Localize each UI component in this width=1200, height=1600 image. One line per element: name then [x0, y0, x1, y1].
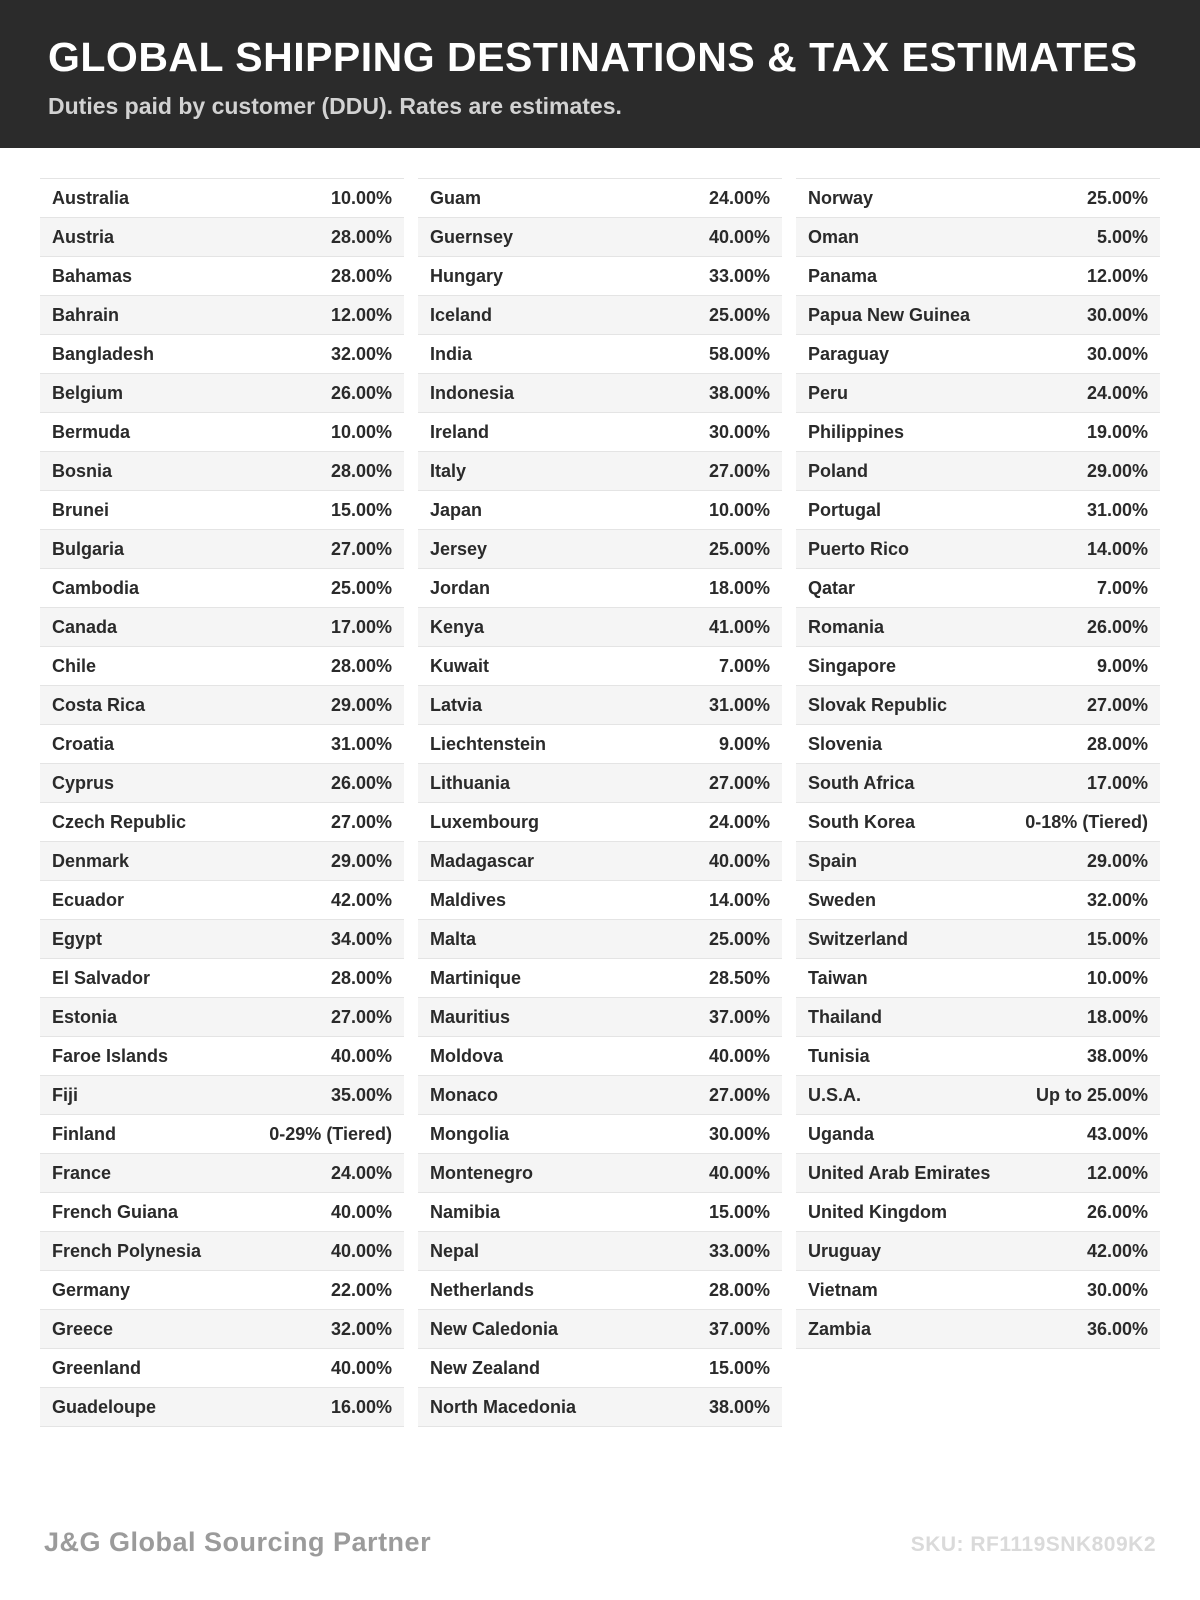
table-row — [418, 569, 782, 608]
table-row — [418, 1115, 782, 1154]
tax-rate: 17.00% — [1086, 773, 1148, 793]
country-name: Bermuda — [52, 422, 131, 442]
tax-rate: 27.00% — [1086, 695, 1148, 715]
table-row — [40, 842, 404, 881]
table-row — [40, 725, 404, 764]
table-row — [796, 959, 1160, 998]
country-name: Peru — [808, 383, 849, 403]
tax-rate: Up to 25.00% — [1035, 1085, 1148, 1105]
country-name: Guam — [430, 188, 482, 208]
tax-rate: 27.00% — [708, 461, 770, 481]
tax-rate: 40.00% — [708, 1163, 770, 1183]
rates-table — [0, 148, 1200, 1427]
table-row — [418, 179, 782, 218]
table-row — [796, 1310, 1160, 1349]
country-name: Liechtenstein — [430, 734, 547, 754]
table-row — [796, 413, 1160, 452]
country-name: Panama — [808, 266, 878, 286]
tax-rate: 36.00% — [1086, 1319, 1148, 1339]
tax-rate: 17.00% — [330, 617, 392, 637]
country-name: Uganda — [808, 1124, 875, 1144]
table-row — [418, 491, 782, 530]
country-name: Bosnia — [52, 461, 113, 481]
tax-rate: 31.00% — [330, 734, 392, 754]
table-row — [418, 1076, 782, 1115]
country-name: Guadeloupe — [52, 1397, 157, 1417]
tax-rate: 10.00% — [330, 422, 392, 442]
tax-rate: 29.00% — [330, 695, 392, 715]
tax-rate: 12.00% — [330, 305, 392, 325]
table-row — [796, 998, 1160, 1037]
country-name: Philippines — [808, 422, 905, 442]
tax-rate: 28.00% — [330, 266, 392, 286]
table-row — [796, 725, 1160, 764]
country-name: French Guiana — [52, 1202, 179, 1222]
tax-rate: 26.00% — [330, 383, 392, 403]
page-header — [0, 0, 1200, 148]
country-name: Nepal — [430, 1241, 480, 1261]
tax-rate: 27.00% — [330, 1007, 392, 1027]
page-title: GLOBAL SHIPPING DESTINATIONS & TAX ESTIMATES — [48, 34, 1138, 80]
tax-rate: 27.00% — [330, 539, 392, 559]
table-row — [418, 803, 782, 842]
tax-rate: 7.00% — [1096, 578, 1148, 598]
tax-rate: 15.00% — [330, 500, 392, 520]
table-row — [796, 530, 1160, 569]
tax-rate: 5.00% — [1096, 227, 1148, 247]
table-row — [40, 959, 404, 998]
table-row — [40, 764, 404, 803]
tax-rate: 38.00% — [708, 383, 770, 403]
tax-rate: 42.00% — [330, 890, 392, 910]
table-row — [418, 296, 782, 335]
country-name: Canada — [52, 617, 118, 637]
tax-rate: 25.00% — [708, 929, 770, 949]
tax-rate: 24.00% — [708, 812, 770, 832]
table-row — [418, 725, 782, 764]
tax-rate: 32.00% — [330, 344, 392, 364]
tax-rate: 7.00% — [718, 656, 770, 676]
country-name: U.S.A. — [808, 1085, 862, 1105]
page-subtitle: Duties paid by customer (DDU). Rates are estimates. — [48, 93, 622, 119]
table-row — [796, 686, 1160, 725]
tax-rate: 26.00% — [1086, 617, 1148, 637]
country-name: Bahamas — [52, 266, 133, 286]
table-row — [40, 920, 404, 959]
table-row — [418, 218, 782, 257]
table-row — [418, 1193, 782, 1232]
tax-rate: 24.00% — [708, 188, 770, 208]
country-name: Maldives — [430, 890, 507, 910]
table-row — [796, 452, 1160, 491]
country-name: Japan — [430, 500, 483, 520]
table-row — [418, 1388, 782, 1427]
country-name: Luxembourg — [430, 812, 540, 832]
tax-rate: 28.00% — [330, 656, 392, 676]
country-name: New Caledonia — [430, 1319, 559, 1339]
table-row — [40, 374, 404, 413]
country-name: Portugal — [808, 500, 882, 520]
table-row — [796, 842, 1160, 881]
country-name: United Kingdom — [808, 1202, 947, 1222]
country-name: Malta — [430, 929, 477, 949]
table-row — [418, 764, 782, 803]
country-name: Madagascar — [430, 851, 535, 871]
country-name: Faroe Islands — [52, 1046, 169, 1066]
country-name: Greece — [52, 1319, 114, 1339]
country-name: Tunisia — [808, 1046, 870, 1066]
tax-rate: 30.00% — [1086, 344, 1148, 364]
table-row — [40, 1115, 404, 1154]
tax-rate: 27.00% — [708, 773, 770, 793]
table-row — [418, 413, 782, 452]
table-row — [40, 491, 404, 530]
tax-rate: 12.00% — [1086, 1163, 1148, 1183]
country-name: Guernsey — [430, 227, 514, 247]
country-name: Finland — [52, 1124, 116, 1144]
country-name: India — [430, 344, 473, 364]
tax-rate: 14.00% — [708, 890, 770, 910]
country-name: South Korea — [808, 812, 916, 832]
tax-rate: 32.00% — [1086, 890, 1148, 910]
country-name: Cambodia — [52, 578, 140, 598]
tax-rate: 34.00% — [330, 929, 392, 949]
tax-rate: 0-18% (Tiered) — [1025, 812, 1148, 832]
table-row — [796, 803, 1160, 842]
table-row — [40, 1310, 404, 1349]
table-row — [418, 1310, 782, 1349]
country-name: Zambia — [808, 1319, 872, 1339]
country-name: Egypt — [52, 929, 103, 949]
country-name: Qatar — [808, 578, 856, 598]
tax-rate: 24.00% — [330, 1163, 392, 1183]
tax-rate: 40.00% — [330, 1241, 392, 1261]
country-name: Czech Republic — [52, 812, 187, 832]
table-row — [40, 257, 404, 296]
tax-rate: 31.00% — [708, 695, 770, 715]
country-name: Jersey — [430, 539, 488, 559]
tax-rate: 14.00% — [1086, 539, 1148, 559]
tax-rate: 40.00% — [330, 1358, 392, 1378]
table-row — [796, 296, 1160, 335]
tax-rate: 27.00% — [330, 812, 392, 832]
tax-rate: 28.50% — [708, 968, 770, 988]
table-row — [418, 959, 782, 998]
tax-rate: 42.00% — [1086, 1241, 1148, 1261]
table-row — [40, 608, 404, 647]
table-row — [40, 1271, 404, 1310]
country-name: Paraguay — [808, 344, 890, 364]
table-row — [796, 569, 1160, 608]
country-name: Hungary — [430, 266, 504, 286]
tax-rate: 40.00% — [708, 227, 770, 247]
tax-rate: 28.00% — [330, 461, 392, 481]
tax-rate: 37.00% — [708, 1319, 770, 1339]
table-row — [418, 530, 782, 569]
tax-rate: 25.00% — [1086, 188, 1148, 208]
tax-rate: 25.00% — [330, 578, 392, 598]
country-name: Cyprus — [52, 773, 115, 793]
tax-rate: 10.00% — [708, 500, 770, 520]
country-name: Slovenia — [808, 734, 883, 754]
tax-rate: 28.00% — [330, 227, 392, 247]
tax-rate: 18.00% — [1086, 1007, 1148, 1027]
country-name: Kuwait — [430, 656, 490, 676]
tax-rate: 25.00% — [708, 539, 770, 559]
table-row — [796, 1115, 1160, 1154]
country-name: French Polynesia — [52, 1241, 202, 1261]
table-row — [40, 1193, 404, 1232]
tax-rate: 38.00% — [1086, 1046, 1148, 1066]
tax-rate: 0-29% (Tiered) — [269, 1124, 392, 1144]
tax-rate: 16.00% — [330, 1397, 392, 1417]
tax-rate: 26.00% — [1086, 1202, 1148, 1222]
table-row — [418, 374, 782, 413]
tax-rate: 29.00% — [1086, 461, 1148, 481]
table-row — [40, 296, 404, 335]
tax-rate: 29.00% — [1086, 851, 1148, 871]
country-name: Uruguay — [808, 1241, 882, 1261]
table-row — [418, 842, 782, 881]
table-row — [40, 647, 404, 686]
country-name: Spain — [808, 851, 858, 871]
tax-rate: 9.00% — [718, 734, 770, 754]
country-name: Ireland — [430, 422, 490, 442]
country-name: Austria — [52, 227, 115, 247]
country-name: Taiwan — [808, 968, 868, 988]
table-row — [40, 998, 404, 1037]
country-name: Indonesia — [430, 383, 515, 403]
country-name: Lithuania — [430, 773, 510, 793]
country-name: Romania — [808, 617, 885, 637]
country-name: New Zealand — [430, 1358, 541, 1378]
table-row — [418, 1232, 782, 1271]
tax-rate: 30.00% — [1086, 305, 1148, 325]
country-name: Germany — [52, 1280, 131, 1300]
table-row — [40, 1037, 404, 1076]
tax-rate: 15.00% — [708, 1202, 770, 1222]
country-name: Australia — [52, 188, 130, 208]
tax-rate: 41.00% — [708, 617, 770, 637]
table-row — [40, 881, 404, 920]
tax-rate: 28.00% — [708, 1280, 770, 1300]
tax-rate: 10.00% — [330, 188, 392, 208]
country-name: Mauritius — [430, 1007, 511, 1027]
country-name: Costa Rica — [52, 695, 146, 715]
tax-rate: 22.00% — [330, 1280, 392, 1300]
tax-rate: 19.00% — [1086, 422, 1148, 442]
tax-rate: 37.00% — [708, 1007, 770, 1027]
table-row — [40, 1232, 404, 1271]
tax-rate: 30.00% — [708, 422, 770, 442]
table-row — [418, 1271, 782, 1310]
country-name: Bulgaria — [52, 539, 125, 559]
tax-rate: 27.00% — [708, 1085, 770, 1105]
table-row — [796, 647, 1160, 686]
tax-rate: 12.00% — [1086, 266, 1148, 286]
table-row — [418, 998, 782, 1037]
brand-name: J&G Global Sourcing Partner — [44, 1527, 432, 1557]
table-row — [418, 1037, 782, 1076]
table-row — [40, 413, 404, 452]
table-row — [796, 491, 1160, 530]
table-row — [796, 608, 1160, 647]
table-row — [418, 1349, 782, 1388]
country-name: Brunei — [52, 500, 110, 520]
table-row — [40, 1076, 404, 1115]
table-row — [418, 920, 782, 959]
country-name: Jordan — [430, 578, 491, 598]
tax-rate: 15.00% — [1086, 929, 1148, 949]
table-row — [796, 1232, 1160, 1271]
country-name: Vietnam — [808, 1280, 878, 1300]
table-row — [796, 764, 1160, 803]
tax-rate: 43.00% — [1086, 1124, 1148, 1144]
tax-rate: 38.00% — [708, 1397, 770, 1417]
country-name: Bahrain — [52, 305, 120, 325]
country-name: Estonia — [52, 1007, 118, 1027]
table-row — [418, 452, 782, 491]
table-row — [418, 1154, 782, 1193]
country-name: Bangladesh — [52, 344, 155, 364]
tax-rate: 9.00% — [1096, 656, 1148, 676]
table-row — [40, 218, 404, 257]
tax-rate: 28.00% — [330, 968, 392, 988]
table-row — [40, 1388, 404, 1427]
rate-column-3 — [796, 178, 1160, 1349]
country-name: El Salvador — [52, 968, 151, 988]
tax-rate: 33.00% — [708, 1241, 770, 1261]
table-row — [40, 452, 404, 491]
table-row — [40, 530, 404, 569]
table-row — [796, 335, 1160, 374]
country-name: Sweden — [808, 890, 877, 910]
table-row — [418, 608, 782, 647]
country-name: Namibia — [430, 1202, 501, 1222]
country-name: France — [52, 1163, 112, 1183]
country-name: Slovak Republic — [808, 695, 948, 715]
tax-rate: 31.00% — [1086, 500, 1148, 520]
country-name: Montenegro — [430, 1163, 533, 1183]
table-row — [796, 1037, 1160, 1076]
table-row — [418, 257, 782, 296]
table-row — [40, 179, 404, 218]
country-name: Ecuador — [52, 890, 125, 910]
country-name: Switzerland — [808, 929, 909, 949]
table-row — [418, 647, 782, 686]
table-row — [40, 335, 404, 374]
table-row — [418, 881, 782, 920]
country-name: Kenya — [430, 617, 485, 637]
sku-label: SKU: RF1119SNK809K2 — [910, 1533, 1156, 1556]
rate-column-2 — [418, 178, 782, 1427]
table-row — [418, 335, 782, 374]
country-name: Monaco — [430, 1085, 499, 1105]
country-name: Netherlands — [430, 1280, 535, 1300]
table-row — [796, 920, 1160, 959]
country-name: Croatia — [52, 734, 115, 754]
country-name: Italy — [430, 461, 467, 481]
tax-rate: 35.00% — [330, 1085, 392, 1105]
country-name: Greenland — [52, 1358, 142, 1378]
country-name: United Arab Emirates — [808, 1163, 991, 1183]
tax-rate: 40.00% — [708, 851, 770, 871]
country-name: Denmark — [52, 851, 130, 871]
tax-rate: 18.00% — [708, 578, 770, 598]
table-row — [796, 1154, 1160, 1193]
country-name: Norway — [808, 188, 874, 208]
tax-rate: 32.00% — [330, 1319, 392, 1339]
tax-rate: 58.00% — [708, 344, 770, 364]
table-row — [796, 881, 1160, 920]
tax-rate: 24.00% — [1086, 383, 1148, 403]
country-name: Iceland — [430, 305, 493, 325]
table-row — [796, 1193, 1160, 1232]
country-name: Thailand — [808, 1007, 883, 1027]
country-name: Papua New Guinea — [808, 305, 971, 325]
table-row — [796, 1271, 1160, 1310]
country-name: Oman — [808, 227, 860, 247]
tax-rate: 10.00% — [1086, 968, 1148, 988]
table-row — [40, 569, 404, 608]
tax-rate: 28.00% — [1086, 734, 1148, 754]
tax-rate: 25.00% — [708, 305, 770, 325]
table-row — [418, 686, 782, 725]
country-name: Poland — [808, 461, 869, 481]
tax-rate: 33.00% — [708, 266, 770, 286]
tax-rate: 40.00% — [330, 1046, 392, 1066]
country-name: South Africa — [808, 773, 915, 793]
table-row — [796, 179, 1160, 218]
tax-rate: 40.00% — [330, 1202, 392, 1222]
country-name: Fiji — [52, 1085, 78, 1105]
page-footer — [44, 1527, 1156, 1558]
table-row — [40, 686, 404, 725]
table-row — [40, 803, 404, 842]
tax-rate: 29.00% — [330, 851, 392, 871]
rate-column-1 — [40, 178, 404, 1427]
table-row — [796, 374, 1160, 413]
tax-rate: 30.00% — [708, 1124, 770, 1144]
country-name: Latvia — [430, 695, 483, 715]
country-name: Martinique — [430, 968, 522, 988]
country-name: Chile — [52, 656, 97, 676]
table-row — [40, 1154, 404, 1193]
country-name: North Macedonia — [430, 1397, 577, 1417]
country-name: Puerto Rico — [808, 539, 910, 559]
country-name: Moldova — [430, 1046, 504, 1066]
table-row — [796, 1076, 1160, 1115]
country-name: Mongolia — [430, 1124, 509, 1144]
table-row — [796, 257, 1160, 296]
table-row — [40, 1349, 404, 1388]
tax-rate: 40.00% — [708, 1046, 770, 1066]
country-name: Singapore — [808, 656, 897, 676]
tax-rate: 15.00% — [708, 1358, 770, 1378]
country-name: Belgium — [52, 383, 124, 403]
tax-rate: 30.00% — [1086, 1280, 1148, 1300]
table-row — [796, 218, 1160, 257]
tax-rate: 26.00% — [330, 773, 392, 793]
